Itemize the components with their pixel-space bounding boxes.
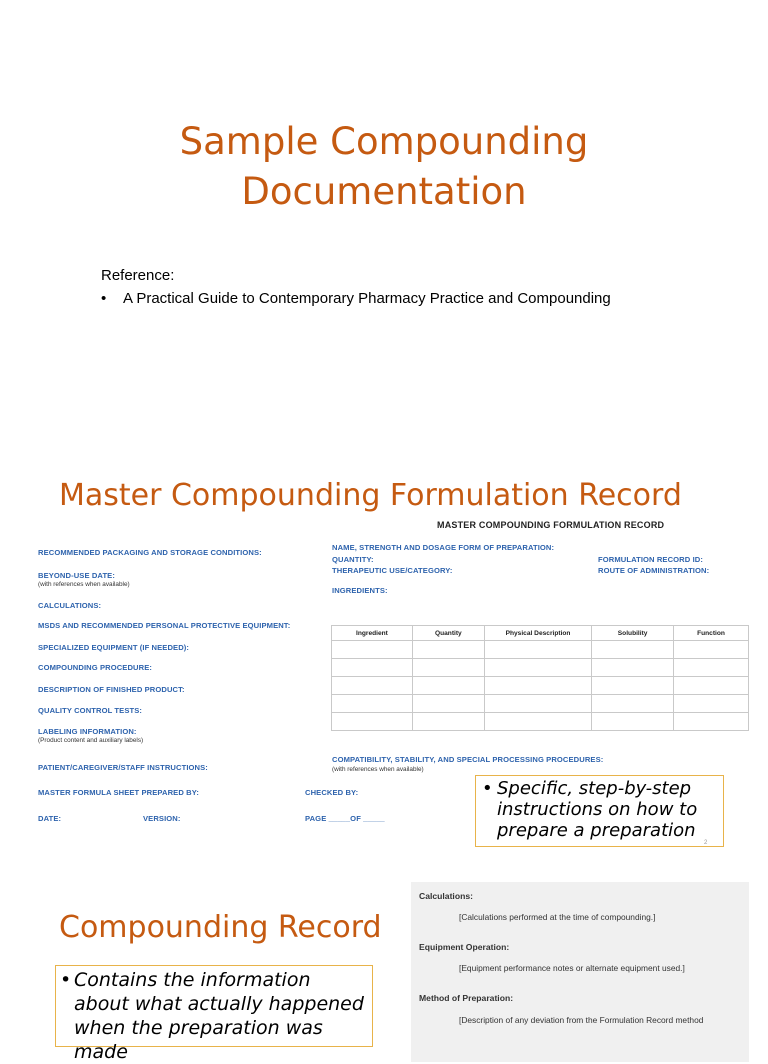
table-cell (484, 695, 591, 713)
table-cell (674, 677, 749, 695)
field-date: DATE: (38, 814, 62, 823)
field-checked-by: CHECKED BY: (305, 788, 359, 797)
slide-title (0, 0, 768, 440)
table-cell (332, 695, 413, 713)
field-ingredients: INGREDIENTS: (332, 586, 388, 595)
field-equipment: SPECIALIZED EQUIPMENT (IF NEEDED): (38, 643, 190, 652)
slide-compounding-record (0, 860, 768, 1063)
table-row (332, 677, 749, 695)
reference-item (101, 290, 611, 307)
table-cell (332, 677, 413, 695)
table-cell (332, 659, 413, 677)
table-cell (674, 695, 749, 713)
field-msds: MSDS AND RECOMMENDED PERSONAL PROTECTIVE EQUIPMENT: (38, 621, 291, 630)
table-cell (674, 659, 749, 677)
column-header: Physical Description (484, 626, 591, 641)
method-label: Method of Preparation: (419, 993, 514, 1003)
field-version: VERSION: (143, 814, 181, 823)
callout-box (55, 965, 373, 1063)
calculations-label: Calculations: (419, 891, 473, 901)
bullet: • (101, 290, 107, 307)
field-page: PAGE _____OF _____ (305, 814, 385, 823)
equipment-label: Equipment Operation: (419, 942, 510, 952)
table-cell (592, 641, 674, 659)
table-header-row (332, 626, 749, 641)
field-route: ROUTE OF ADMINISTRATION: (598, 566, 710, 575)
table-cell (412, 641, 484, 659)
form-title: MASTER COMPOUNDING FORMULATION RECORD (437, 520, 665, 530)
ingredients-table (331, 625, 749, 731)
reference-label: Reference: (101, 267, 175, 284)
slide-heading: Compounding Record (59, 910, 382, 945)
table-cell (484, 659, 591, 677)
slide-master-formulation (0, 440, 768, 860)
table-cell (332, 641, 413, 659)
table-row (332, 695, 749, 713)
field-description: DESCRIPTION OF FINISHED PRODUCT: (38, 685, 185, 694)
calculations-text: [Calculations performed at the time of compounding.] (459, 912, 656, 922)
field-therapeutic: THERAPEUTIC USE/CATEGORY: (332, 566, 453, 575)
slide-heading: Master Compounding Formulation Record (59, 478, 682, 513)
table-cell (674, 713, 749, 731)
table-cell (484, 677, 591, 695)
table-cell (412, 677, 484, 695)
field-name: NAME, STRENGTH AND DOSAGE FORM OF PREPARATION: (332, 543, 555, 552)
column-header: Solubility (592, 626, 674, 641)
table-cell (592, 677, 674, 695)
table-cell (412, 659, 484, 677)
table-cell (332, 713, 413, 731)
table-cell (484, 641, 591, 659)
field-compatibility: COMPATIBILITY, STABILITY, AND SPECIAL PROCESSING PROCEDURES: (332, 755, 604, 764)
table-cell (592, 695, 674, 713)
field-prepared-by: MASTER FORMULA SHEET PREPARED BY: (38, 788, 199, 797)
table-body (332, 641, 749, 731)
field-qc: QUALITY CONTROL TESTS: (38, 706, 143, 715)
field-compatibility-note: (with references when available) (332, 766, 424, 773)
field-calculations: CALCULATIONS: (38, 601, 102, 610)
field-packaging: RECOMMENDED PACKAGING AND STORAGE CONDITIONS: (38, 548, 262, 557)
callout-text: Specific, step-by-step instructions on how to prepare a preparation (497, 778, 698, 841)
field-beyond-use: BEYOND-USE DATE: (38, 571, 115, 580)
table-row (332, 713, 749, 731)
method-text: [Description of any deviation from the Formulation Record method (459, 1015, 704, 1025)
field-quantity: QUANTITY: (332, 555, 374, 564)
column-header: Ingredient (332, 626, 413, 641)
title-line-2: Documentation (241, 170, 527, 213)
field-procedure: COMPOUNDING PROCEDURE: (38, 663, 152, 672)
page-number: 2 (704, 840, 708, 846)
field-record-id: FORMULATION RECORD ID: (598, 555, 703, 564)
callout-box (475, 775, 724, 847)
table-row (332, 659, 749, 677)
title-line-1: Sample Compounding (179, 120, 589, 163)
callout-text: Contains the information about what actually happened when the preparation was made (74, 969, 364, 1063)
bullet: • (482, 778, 493, 799)
column-header: Function (674, 626, 749, 641)
field-labeling-note: (Product content and auxiliary labels) (38, 737, 144, 744)
table-cell (592, 659, 674, 677)
column-header: Quantity (412, 626, 484, 641)
field-labeling: LABELING INFORMATION: (38, 727, 137, 736)
field-instructions: PATIENT/CAREGIVER/STAFF INSTRUCTIONS: (38, 763, 208, 772)
record-panel (411, 882, 749, 1062)
table-cell (484, 713, 591, 731)
slide-title-heading (0, 117, 768, 217)
reference-text: A Practical Guide to Contemporary Pharmacy Practice and Compounding (123, 290, 611, 307)
equipment-text: [Equipment performance notes or alternate equipment used.] (459, 963, 685, 973)
field-beyond-use-note: (with references when available) (38, 581, 130, 588)
bullet: • (60, 969, 72, 991)
table-cell (674, 641, 749, 659)
table-cell (412, 695, 484, 713)
table-row (332, 641, 749, 659)
table-cell (592, 713, 674, 731)
table-cell (412, 713, 484, 731)
